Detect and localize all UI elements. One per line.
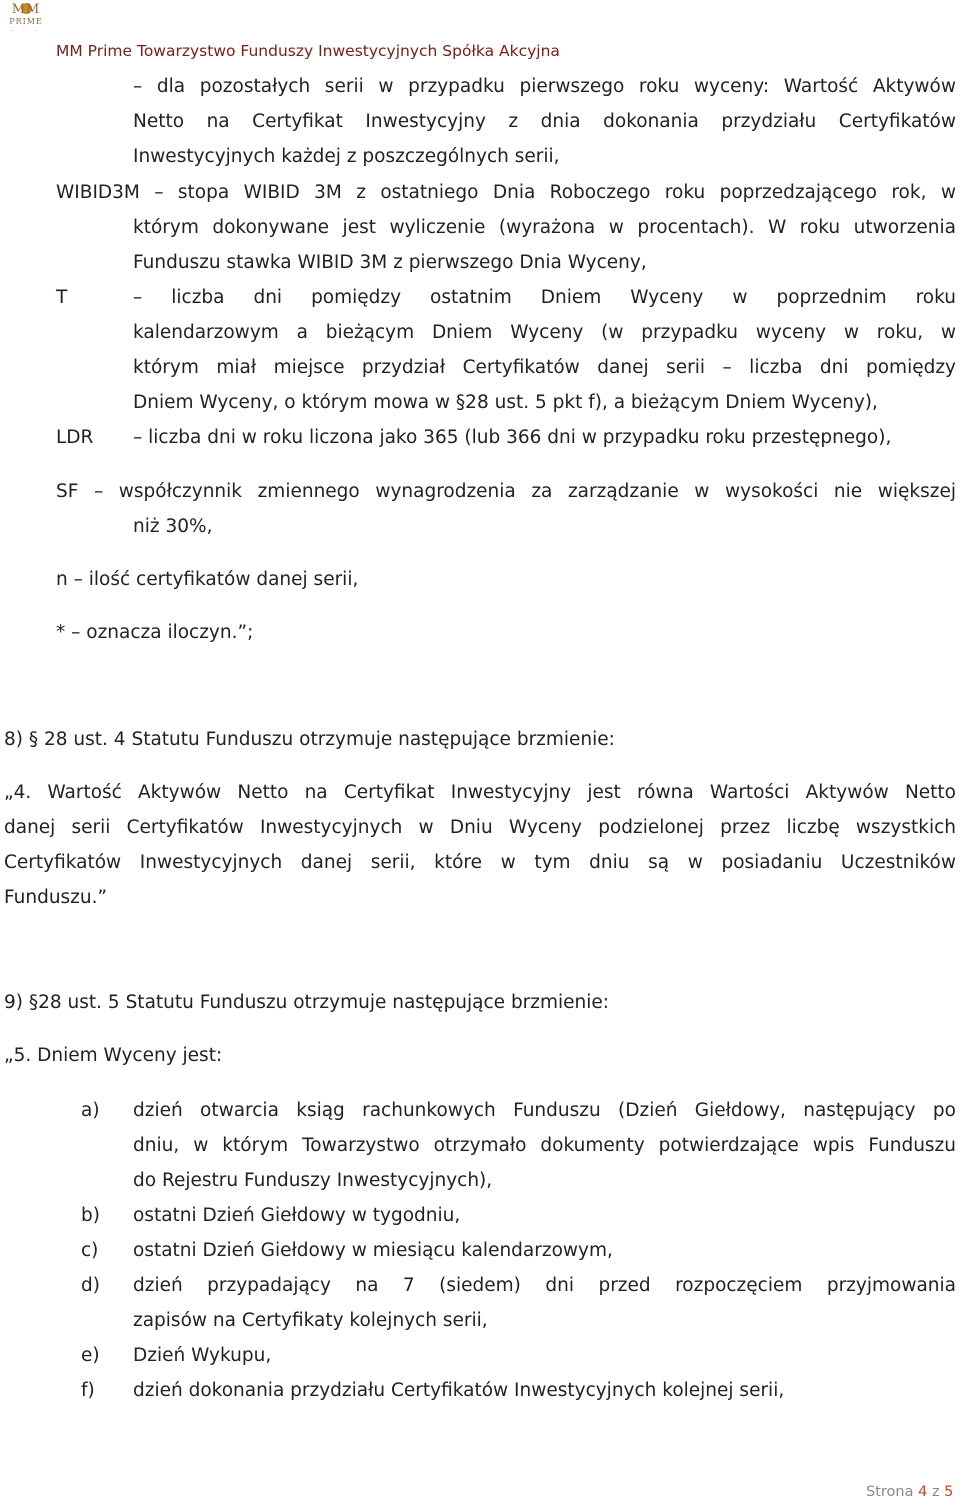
t-line-2: kalendarzowym a bieżącym Dniem Wyceny (w przypadku wyceny w roku, w — [133, 322, 956, 343]
definition-ldr — [133, 420, 956, 455]
ldr-label: LDR — [56, 427, 94, 448]
list-item-line: do Rejestru Funduszy Inwestycyjnych), — [133, 1170, 493, 1191]
list-marker: f) — [81, 1380, 95, 1401]
wibid-line-3: Funduszu stawka WIBID 3M z pierwszego Dnia Wyceny, — [133, 252, 647, 273]
sf-line-1: SF – współczynnik zmiennego wynagrodzenia za zarządzanie w wysokości nie większej — [56, 481, 956, 502]
section-8-line-3: Certyfikatów Inwestycyjnych danej serii, które w tym dniu są w posiadaniu Uczestników — [4, 852, 956, 873]
page-prefix: Strona — [866, 1484, 914, 1500]
list-item-line: ostatni Dzień Giełdowy w tygodniu, — [133, 1205, 461, 1226]
list-item — [133, 1093, 956, 1198]
section-8-line-4: Funduszu.” — [4, 887, 108, 908]
section-9-intro: „5. Dniem Wyceny jest: — [4, 1045, 223, 1066]
t-label: T — [56, 287, 68, 308]
definition-wibid — [56, 175, 956, 210]
list-marker: d) — [81, 1275, 100, 1296]
series-line-2: Netto na Certyfikat Inwestycyjny z dnia dokonania przydziału Certyfikatów — [133, 111, 956, 132]
list-item-line: zapisów na Certyfikaty kolejnych serii, — [133, 1310, 488, 1331]
t-line-4: Dniem Wyceny, o którym mowa w §28 ust. 5 pkt f), a bieżącym Dniem Wyceny), — [133, 392, 878, 413]
list-item — [133, 1373, 956, 1408]
definition-sf — [56, 474, 956, 509]
section-8-heading: 8) § 28 ust. 4 Statutu Funduszu otrzymuje następujące brzmienie: — [4, 729, 615, 750]
list-item-line: dzień otwarcia ksiąg rachunkowych Funduszu (Dzień Giełdowy, następujący po — [133, 1100, 956, 1121]
section-9-heading: 9) §28 ust. 5 Statutu Funduszu otrzymuje następujące brzmienie: — [4, 992, 610, 1013]
list-marker: b) — [81, 1205, 100, 1226]
logo-mark: MM — [11, 2, 41, 17]
list-marker: e) — [81, 1345, 100, 1366]
series-line-1: – dla pozostałych serii w przypadku pierwszego roku wyceny: Wartość Aktywów — [133, 76, 956, 97]
ldr-text: – liczba dni w roku liczona jako 365 (lub 366 dni w przypadku roku przestępnego), — [133, 427, 892, 448]
definition-series — [133, 69, 956, 174]
wibid-line-2: którym dokonywane jest wyliczenie (wyrażona w procentach). W roku utworzenia — [133, 217, 956, 238]
logo-wordmark: PRIME — [9, 17, 43, 26]
definition-star: * – oznacza iloczyn.”; — [56, 622, 254, 643]
wibid-line-1: WIBID3M – stopa WIBID 3M z ostatniego Dnia Roboczego roku poprzedzającego rok, w — [56, 182, 956, 203]
section-8-paragraph — [4, 775, 956, 915]
list-marker: a) — [81, 1100, 100, 1121]
list-item — [133, 1338, 956, 1373]
list-item-line: Dzień Wykupu, — [133, 1345, 272, 1366]
list-item-line: ostatni Dzień Giełdowy w miesiącu kalendarzowym, — [133, 1240, 613, 1261]
definition-wibid-cont — [133, 210, 956, 280]
section-8-line-2: danej serii Certyfikatów Inwestycyjnych w Dniu Wyceny podzielonej przez liczbę wszystkich — [4, 817, 956, 838]
page-number — [866, 1484, 953, 1500]
definition-n: n – ilość certyfikatów danej serii, — [56, 569, 359, 590]
series-line-3: Inwestycyjnych każdej z poszczególnych serii, — [133, 146, 560, 167]
list-item — [133, 1233, 956, 1268]
sf-line-2: niż 30%, — [133, 516, 213, 537]
definition-t — [133, 280, 956, 420]
page-total: 5 — [944, 1484, 954, 1500]
page-current: 4 — [918, 1484, 928, 1500]
section-8-line-1: „4. Wartość Aktywów Netto na Certyfikat Inwestycyjny jest równa Wartości Aktywów Netto — [4, 782, 956, 803]
list-marker: c) — [81, 1240, 99, 1261]
list-item-line: dzień przypadający na 7 (siedem) dni przed rozpoczęciem przyjmowania — [133, 1275, 956, 1296]
list-item-line: dniu, w którym Towarzystwo otrzymało dokumenty potwierdzające wpis Funduszu — [133, 1135, 956, 1156]
list-item — [133, 1198, 956, 1233]
list-item — [133, 1268, 956, 1338]
t-line-1: – liczba dni pomiędzy ostatnim Dniem Wyceny w poprzednim roku — [133, 287, 956, 308]
definition-sf-cont — [133, 509, 956, 544]
t-line-3: którym miał miejsce przydział Certyfikatów danej serii – liczba dni pomiędzy — [133, 357, 956, 378]
company-logo — [4, 2, 48, 40]
page-sep: z — [931, 1484, 940, 1500]
list-item-line: dzień dokonania przydziału Certyfikatów Inwestycyjnych kolejnej serii, — [133, 1380, 785, 1401]
logo-dots: · · · — [11, 28, 41, 35]
company-name: MM Prime Towarzystwo Funduszy Inwestycyjnych Spółka Akcyjna — [56, 42, 560, 60]
